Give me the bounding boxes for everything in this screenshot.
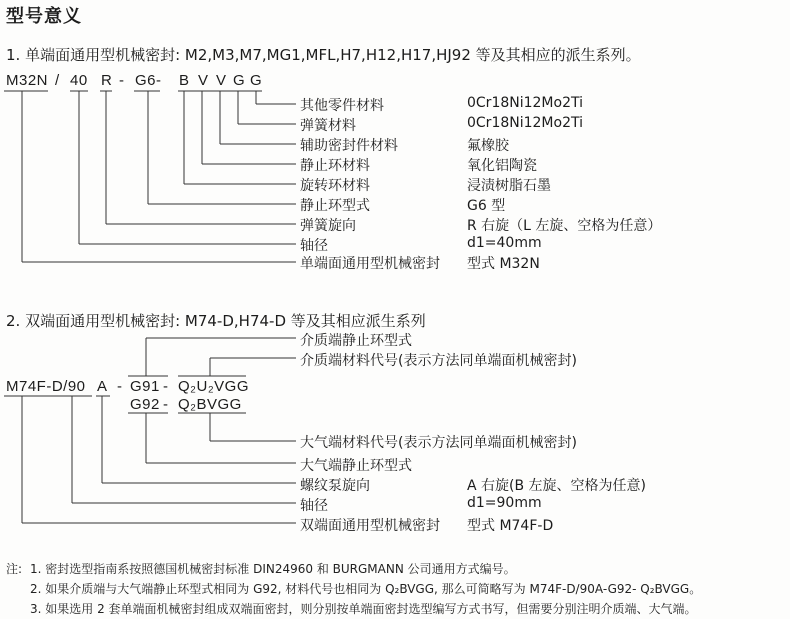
code-media-seat: G91: [130, 378, 160, 395]
legend-value: 0Cr18Ni12Mo2Ti: [467, 115, 583, 131]
code-dash: -: [117, 378, 123, 395]
legend-label: 弹簧材料: [300, 118, 356, 134]
code-model: M74F-D/90: [6, 378, 86, 395]
legend-label: 单端面通用型机械密封: [300, 256, 440, 272]
legend-value: R 右旋（L 左旋、空格为任意）: [467, 218, 662, 234]
legend-label: 轴径: [300, 498, 328, 514]
code-rot-ring-mat: V: [198, 72, 209, 89]
code-seat-type: G6-: [135, 72, 162, 89]
code-dash: -: [119, 72, 125, 89]
legend-label: 双端面通用型机械密封: [300, 518, 440, 534]
notes-prefix: 注:: [6, 562, 23, 576]
legend-label: 其他零件材料: [300, 98, 384, 114]
legend-value: A 右旋(B 左旋、空格为任意): [467, 478, 647, 494]
note-item: 2. 如果介质端与大气端静止环型式相同为 G92, 材料代号也相同为 Q₂BVGG, 那么可简略写为 M74F-D/90A-G92- Q₂BVGG。: [30, 582, 702, 596]
section2-heading: 2. 双端面通用型机械密封: M74-D,H74-D 等及其相应派生系列: [6, 312, 426, 330]
legend-value: 型式 M74F-D: [467, 518, 554, 534]
code-dash: -: [163, 396, 169, 413]
legend-value: G6 型: [467, 198, 506, 214]
legend-value: 型式 M32N: [467, 256, 540, 272]
legend-label: 弹簧旋向: [300, 218, 356, 234]
code-stat-ring-mat: B: [179, 72, 190, 89]
legend-value: d1=90mm: [467, 495, 542, 511]
legend-label: 大气端静止环型式: [300, 458, 412, 474]
code-slash: /: [55, 72, 60, 89]
legend-value: 氧化铝陶瓷: [467, 158, 537, 174]
legend-label: 介质端材料代号(表示方法同单端面机械密封): [300, 353, 577, 369]
page-title: 型号意义: [6, 6, 82, 27]
legend-value: 0Cr18Ni12Mo2Ti: [467, 95, 583, 111]
legend-value: 浸渍树脂石墨: [467, 178, 551, 194]
code-spring-mat: G: [233, 72, 246, 89]
legend-label: 辅助密封件材料: [300, 138, 398, 154]
code-thread-dir: A: [97, 378, 108, 395]
code-spring-dir: R: [101, 72, 113, 89]
code-aux-seal-mat: V: [216, 72, 227, 89]
legend-label: 大气端材料代号(表示方法同单端面机械密封): [300, 435, 577, 451]
legend-label: 静止环型式: [300, 198, 370, 214]
code-shaft: 40: [70, 72, 88, 89]
legend-value: 氟橡胶: [467, 138, 509, 154]
code-atm-seat: G92: [130, 396, 160, 413]
code-media-mat: Q₂U₂VGG: [178, 378, 249, 395]
legend-label: 螺纹泵旋向: [300, 478, 370, 494]
section1-heading: 1. 单端面通用型机械密封: M2,M3,M7,MG1,MFL,H7,H12,H17,HJ92 等及其相应的派生系列。: [6, 46, 641, 64]
code-model: M32N: [6, 72, 49, 89]
code-atm-mat: Q₂BVGG: [178, 396, 242, 413]
legend-label: 介质端静止环型式: [300, 333, 412, 349]
legend-label: 旋转环材料: [300, 178, 370, 194]
legend-value: d1=40mm: [467, 235, 542, 251]
legend-label: 轴径: [300, 238, 328, 254]
code-other-mat: G: [250, 72, 263, 89]
note-item: 3. 如果选用 2 套单端面机械密封组成双端面密封，则分别按单端面密封选型编写方式书写，但需要分别注明介质端、大气端。: [30, 602, 697, 616]
code-dash: -: [163, 378, 169, 395]
legend-label: 静止环材料: [300, 158, 370, 174]
note-item: 1. 密封选型指南系按照德国机械密封标准 DIN24960 和 BURGMANN 公司通用方式编号。: [30, 562, 516, 576]
